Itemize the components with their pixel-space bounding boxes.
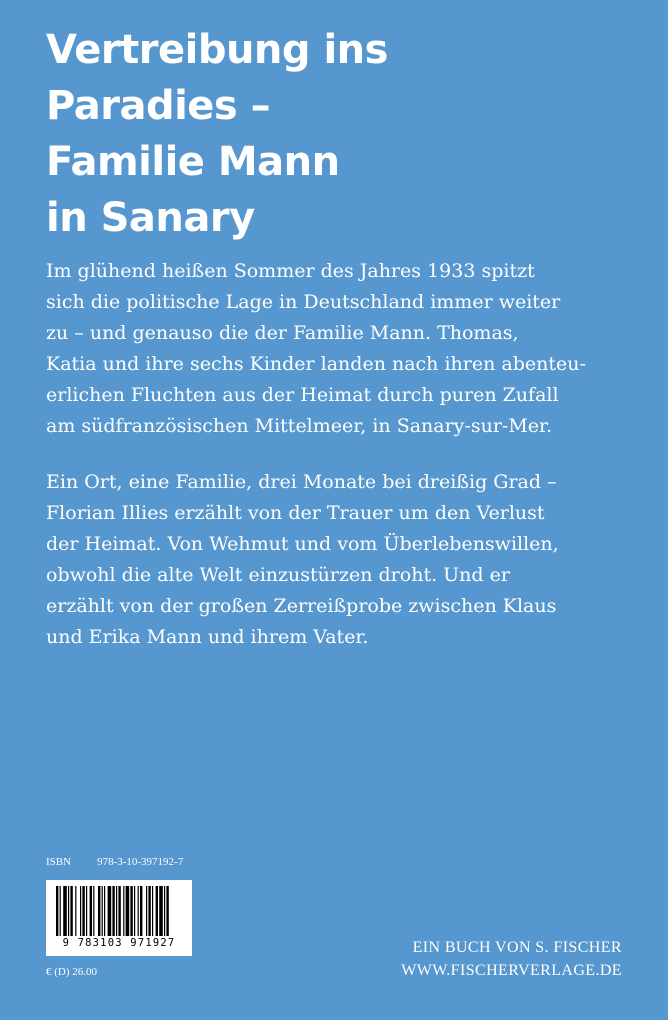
text-line: der Heimat. Von Wehmut und vom Überlebenswillen, (46, 533, 559, 555)
text-line: erlichen Fluchten aus der Heimat durch puren Zufall (46, 384, 559, 406)
blurb-paragraph-2 (46, 467, 636, 653)
publisher-line: WWW.FISCHERVERLAGE.DE (401, 962, 622, 979)
title-line: Paradies – (46, 83, 271, 129)
title-line: Vertreibung ins (46, 27, 388, 73)
book-title (46, 22, 626, 246)
title-line: Familie Mann (46, 139, 340, 185)
publisher-line: EIN BUCH VON S. FISCHER (412, 939, 622, 956)
text-line: Florian Illies erzählt von der Trauer um den Verlust (46, 502, 545, 524)
blurb-paragraph-1 (46, 256, 636, 442)
barcode (46, 880, 192, 956)
barcode-digits: 9 783103 971927 (62, 937, 176, 949)
text-line: obwohl die alte Welt einzustürzen droht. Und er (46, 564, 510, 586)
isbn-value: 978-3-10-397192-7 (97, 856, 184, 868)
text-line: Im glühend heißen Sommer des Jahres 1933 spitzt (46, 260, 535, 282)
barcode-bars-icon (54, 886, 184, 938)
title-line: in Sanary (46, 195, 255, 241)
text-line: Ein Ort, eine Familie, drei Monate bei dreißig Grad – (46, 471, 557, 493)
price: € (D) 26.00 (46, 966, 98, 978)
text-line: sich die politische Lage in Deutschland immer weiter (46, 291, 561, 313)
isbn-line (46, 856, 183, 868)
text-line: erzählt von der großen Zerreißprobe zwischen Klaus (46, 595, 557, 617)
text-line: und Erika Mann und ihrem Vater. (46, 626, 369, 648)
text-line: am südfranzösischen Mittelmeer, in Sanary-sur-Mer. (46, 415, 553, 437)
text-line: zu – und genauso die der Familie Mann. Thomas, (46, 322, 519, 344)
publisher-imprint (401, 936, 622, 982)
text-line: Katia und ihre sechs Kinder landen nach ihren abenteu- (46, 353, 586, 375)
isbn-label: ISBN (46, 856, 72, 868)
